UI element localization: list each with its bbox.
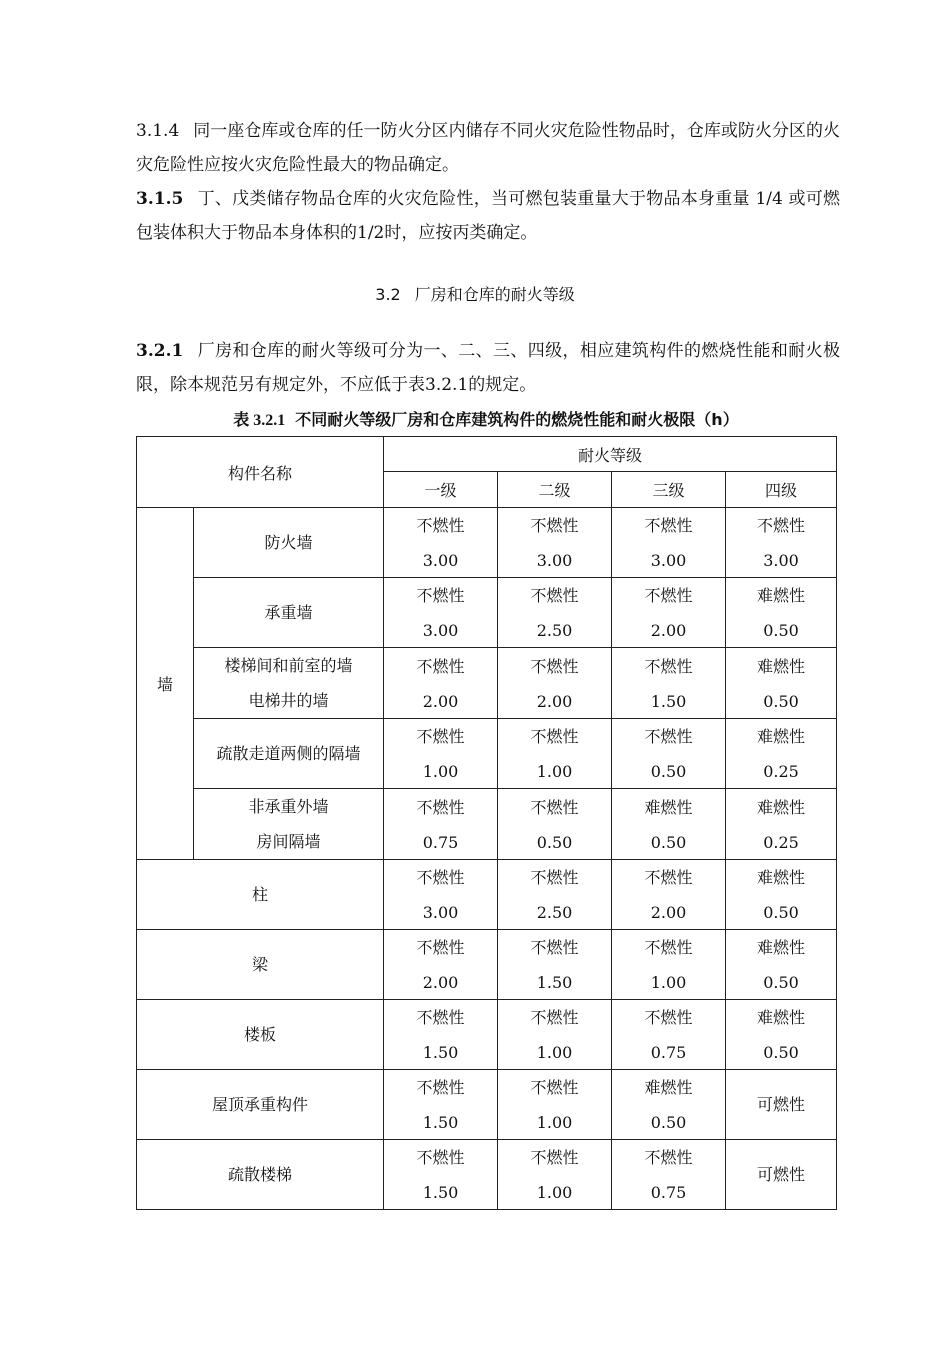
fire-limit-hours: 0.75 — [422, 832, 459, 852]
fire-limit-hours: 0.75 — [650, 1183, 687, 1202]
grade-cell — [384, 508, 498, 578]
combustibility: 不燃性 — [416, 1148, 465, 1167]
grade-cell — [726, 789, 837, 860]
combustibility: 不燃性 — [757, 516, 806, 535]
grade-cell — [384, 1140, 498, 1210]
grade-cell-content — [384, 790, 497, 859]
combustibility: 难燃性 — [757, 727, 806, 746]
component-name — [137, 1000, 384, 1070]
grade-cell — [384, 578, 498, 648]
grade-cell — [498, 719, 612, 789]
combustibility: 不燃性 — [530, 1078, 579, 1097]
fire-limit-hours: 2.50 — [536, 903, 573, 922]
component-name — [194, 508, 384, 578]
combustibility: 不燃性 — [416, 727, 465, 746]
combustibility: 难燃性 — [757, 797, 806, 817]
component-name-line: 梁 — [252, 955, 269, 974]
combustibility: 不燃性 — [644, 516, 693, 535]
fire-limit-hours: 2.00 — [650, 903, 687, 922]
combustibility: 不燃性 — [416, 586, 465, 605]
fire-limit-hours: 0.50 — [763, 1043, 799, 1062]
grade-cell-content — [384, 1070, 497, 1139]
combustibility: 不燃性 — [644, 868, 693, 887]
grade-cell — [612, 1140, 726, 1210]
section-heading — [0, 283, 950, 307]
fire-limit-hours: 0.50 — [763, 691, 799, 711]
table-caption — [136, 408, 836, 433]
grade-cell-content — [498, 508, 611, 577]
combustibility: 不燃性 — [644, 586, 693, 605]
paragraph-3-1-4 — [136, 114, 840, 182]
component-name-line: 电梯井的墙 — [248, 691, 329, 710]
header-row — [137, 437, 837, 472]
fire-limit-hours: 1.00 — [422, 762, 459, 781]
grade-cell-content — [384, 508, 497, 577]
combustibility: 不燃性 — [530, 727, 579, 746]
component-name-line: 防火墙 — [264, 533, 313, 552]
grade-cell — [498, 578, 612, 648]
grade-cell — [612, 648, 726, 719]
component-name-line: 疏散走道两侧的隔墙 — [216, 744, 361, 763]
grade-cell-content — [498, 790, 611, 859]
grade-cell — [726, 508, 837, 578]
grade-cell — [726, 860, 837, 930]
fire-limit-hours: 1.00 — [536, 762, 573, 781]
grade-cell — [612, 789, 726, 860]
grade-cell — [726, 1140, 837, 1210]
grade-cell-content — [612, 860, 725, 929]
fire-limit-hours: 3.00 — [422, 551, 459, 570]
table-title: 不同耐火等级厂房和仓库建筑构件的燃烧性能和耐火极限（h） — [295, 410, 739, 429]
grade-cell — [384, 648, 498, 719]
component-name — [137, 860, 384, 930]
fire-limit-hours: 1.50 — [650, 691, 687, 711]
grade-cell — [498, 930, 612, 1000]
grade-cell-content — [384, 860, 497, 929]
component-name-line: 楼板 — [244, 1025, 277, 1044]
fire-limit-hours: 2.50 — [536, 621, 573, 640]
grade-cell — [612, 508, 726, 578]
grade-cell-content — [726, 649, 836, 718]
clause-text: 丁、戊类储存物品仓库的火灾危险性，当可燃包装重量大于物品本身重量 1/4 或可燃包装体积大于物品本身体积的1/2时，应按丙类确定。 — [136, 189, 840, 243]
grade-cell — [612, 1070, 726, 1140]
combustibility: 可燃性 — [757, 1095, 806, 1114]
component-name-line: 屋顶承重构件 — [212, 1095, 309, 1114]
fire-limit-hours: 0.50 — [650, 1113, 687, 1132]
component-name — [137, 930, 384, 1000]
grade-cell — [384, 860, 498, 930]
section-number: 3.2 — [375, 285, 401, 304]
combustibility: 不燃性 — [416, 1078, 465, 1097]
fire-limit-hours: 1.50 — [422, 1183, 459, 1202]
combustibility: 难燃性 — [757, 938, 806, 957]
grade-cell — [726, 648, 837, 719]
table-row — [137, 719, 837, 789]
grade-cell — [612, 930, 726, 1000]
grade-cell — [498, 648, 612, 719]
grade-cell-content — [612, 1140, 725, 1209]
combustibility: 不燃性 — [530, 1148, 579, 1167]
combustibility: 不燃性 — [416, 868, 465, 887]
grade-cell-content — [384, 578, 497, 647]
grade-cell-content — [612, 719, 725, 788]
clause-number: 3.1.4 — [136, 121, 180, 141]
grade-cell — [726, 1070, 837, 1140]
grade-cell-content — [498, 719, 611, 788]
combustibility: 不燃性 — [416, 938, 465, 957]
grade-cell — [384, 1070, 498, 1140]
grade-cell-content — [384, 719, 497, 788]
grade-cell-content — [612, 1070, 725, 1139]
fire-limit-hours: 0.75 — [650, 1043, 687, 1062]
grade-cell-content — [384, 1000, 497, 1069]
fire-limit-hours: 1.00 — [536, 1043, 573, 1062]
header-component-name: 构件名称 — [137, 437, 384, 508]
component-name-line: 楼梯间和前室的墙 — [224, 656, 353, 675]
combustibility: 不燃性 — [644, 938, 693, 957]
combustibility: 不燃性 — [530, 938, 579, 957]
section-title-text: 厂房和仓库的耐火等级 — [414, 285, 575, 304]
table-row — [137, 648, 837, 719]
grade-cell-content — [612, 508, 725, 577]
combustibility: 不燃性 — [416, 1008, 465, 1027]
component-name-line: 房间隔墙 — [256, 832, 321, 851]
fire-limit-hours: 0.50 — [763, 973, 799, 992]
grade-cell — [726, 1000, 837, 1070]
table-row — [137, 860, 837, 930]
grade-cell — [612, 578, 726, 648]
header-fire-grade: 耐火等级 — [384, 437, 837, 472]
component-name — [194, 648, 384, 719]
paragraph-3-1-5 — [136, 182, 840, 250]
combustibility: 可燃性 — [757, 1165, 806, 1184]
grade-cell — [726, 719, 837, 789]
grade-cell-content — [384, 930, 497, 999]
grade-cell-content — [612, 578, 725, 647]
combustibility: 不燃性 — [530, 656, 579, 676]
combustibility: 难燃性 — [757, 656, 806, 676]
grade-cell-content — [498, 1140, 611, 1209]
grade-cell — [498, 789, 612, 860]
fire-limit-hours: 0.25 — [763, 762, 799, 781]
grade-cell-content — [498, 860, 611, 929]
fire-limit-hours: 3.00 — [422, 621, 459, 640]
grade-cell-content — [612, 930, 725, 999]
grade-1: 一级 — [384, 472, 498, 508]
combustibility: 不燃性 — [530, 1008, 579, 1027]
fire-limit-hours: 0.25 — [763, 832, 799, 852]
grade-cell — [612, 1000, 726, 1070]
combustibility: 难燃性 — [644, 797, 693, 817]
fire-limit-hours: 1.00 — [536, 1113, 573, 1132]
grade-cell — [726, 578, 837, 648]
table-row — [137, 789, 837, 860]
grade-cell-content — [498, 930, 611, 999]
table-row — [137, 930, 837, 1000]
grade-cell-content — [498, 649, 611, 718]
grade-cell — [384, 1000, 498, 1070]
fire-limit-hours: 3.00 — [650, 551, 687, 570]
grade-cell-content — [726, 508, 836, 577]
grade-cell-content — [726, 790, 836, 859]
fire-limit-hours: 2.00 — [422, 691, 459, 711]
clause-text: 同一座仓库或仓库的任一防火分区内储存不同火灾危险性物品时，仓库或防火分区的火灾危险性应按火灾危险性最大的物品确定。 — [136, 121, 840, 175]
fire-limit-hours: 1.00 — [536, 1183, 573, 1202]
grade-cell-content — [726, 578, 836, 647]
grade-cell-content — [726, 719, 836, 788]
fire-limit-hours: 2.00 — [422, 973, 459, 992]
combustibility: 难燃性 — [757, 586, 806, 605]
grade-cell — [726, 930, 837, 1000]
fire-limit-hours: 1.50 — [422, 1043, 459, 1062]
fire-limit-hours: 1.50 — [536, 973, 573, 992]
grade-cell-content — [384, 649, 497, 718]
grade-cell — [498, 1070, 612, 1140]
combustibility: 难燃性 — [757, 1008, 806, 1027]
combustibility: 不燃性 — [530, 797, 579, 817]
grade-cell-content — [726, 930, 836, 999]
combustibility: 不燃性 — [416, 797, 465, 817]
component-name — [194, 719, 384, 789]
grade-cell — [612, 719, 726, 789]
grade-3: 三级 — [612, 472, 726, 508]
grade-cell-content — [726, 860, 836, 929]
fire-limit-hours: 0.50 — [650, 762, 687, 781]
combustibility: 难燃性 — [757, 868, 806, 887]
clause-text: 厂房和仓库的耐火等级可分为一、二、三、四级，相应建筑构件的燃烧性能和耐火极限，除本规范另有规定外，不应低于表3.2.1的规定。 — [136, 341, 840, 395]
grade-cell — [498, 1000, 612, 1070]
grade-cell-content — [384, 1140, 497, 1209]
grade-cell-content — [612, 790, 725, 859]
grade-cell-content — [726, 1070, 836, 1139]
component-name — [194, 789, 384, 860]
fire-limit-hours: 0.50 — [763, 903, 799, 922]
grade-2: 二级 — [498, 472, 612, 508]
grade-cell-content — [726, 1000, 836, 1069]
fire-limit-hours: 0.50 — [763, 621, 799, 640]
combustibility: 不燃性 — [644, 1148, 693, 1167]
component-name-line: 柱 — [252, 885, 269, 904]
clause-number: 3.1.5 — [136, 189, 184, 209]
grade-cell — [498, 508, 612, 578]
combustibility: 不燃性 — [530, 516, 579, 535]
combustibility: 不燃性 — [530, 586, 579, 605]
fire-limit-hours: 3.00 — [422, 903, 459, 922]
fire-limit-hours: 1.00 — [650, 973, 687, 992]
grade-cell-content — [726, 1140, 836, 1209]
component-name-line: 疏散楼梯 — [228, 1165, 293, 1184]
wall-group-label: 墙 — [137, 508, 194, 860]
grade-cell-content — [612, 649, 725, 718]
fire-limit-hours: 0.50 — [650, 832, 687, 852]
grade-cell — [384, 789, 498, 860]
table-row — [137, 1070, 837, 1140]
table-row — [137, 1000, 837, 1070]
fire-resistance-table — [136, 436, 837, 1210]
table-number: 表 3.2.1 — [233, 412, 286, 429]
combustibility: 不燃性 — [530, 868, 579, 887]
grade-cell — [498, 860, 612, 930]
combustibility: 不燃性 — [644, 656, 693, 676]
paragraph-3-2-1 — [136, 334, 840, 402]
grade-cell-content — [612, 1000, 725, 1069]
fire-limit-hours: 0.50 — [536, 832, 573, 852]
combustibility: 不燃性 — [644, 727, 693, 746]
table-row — [137, 1140, 837, 1210]
grade-cell — [498, 1140, 612, 1210]
combustibility: 难燃性 — [644, 1078, 693, 1097]
fire-limit-hours: 2.00 — [650, 621, 687, 640]
fire-limit-hours: 3.00 — [536, 551, 573, 570]
grade-cell — [612, 860, 726, 930]
component-name — [137, 1140, 384, 1210]
fire-limit-hours: 1.50 — [422, 1113, 459, 1132]
component-name — [137, 1070, 384, 1140]
grade-cell — [384, 930, 498, 1000]
table-row — [137, 508, 837, 578]
component-name-line: 非承重外墙 — [248, 797, 329, 816]
component-name-line: 承重墙 — [264, 603, 313, 622]
combustibility: 不燃性 — [644, 1008, 693, 1027]
component-name — [194, 578, 384, 648]
table-row — [137, 578, 837, 648]
grade-cell-content — [498, 1070, 611, 1139]
grade-cell-content — [498, 578, 611, 647]
grade-cell-content — [498, 1000, 611, 1069]
combustibility: 不燃性 — [416, 656, 465, 676]
clause-number: 3.2.1 — [136, 341, 184, 361]
grade-cell — [384, 719, 498, 789]
fire-limit-hours: 3.00 — [763, 551, 799, 570]
combustibility: 不燃性 — [416, 516, 465, 535]
fire-limit-hours: 2.00 — [536, 691, 573, 711]
grade-4: 四级 — [726, 472, 837, 508]
